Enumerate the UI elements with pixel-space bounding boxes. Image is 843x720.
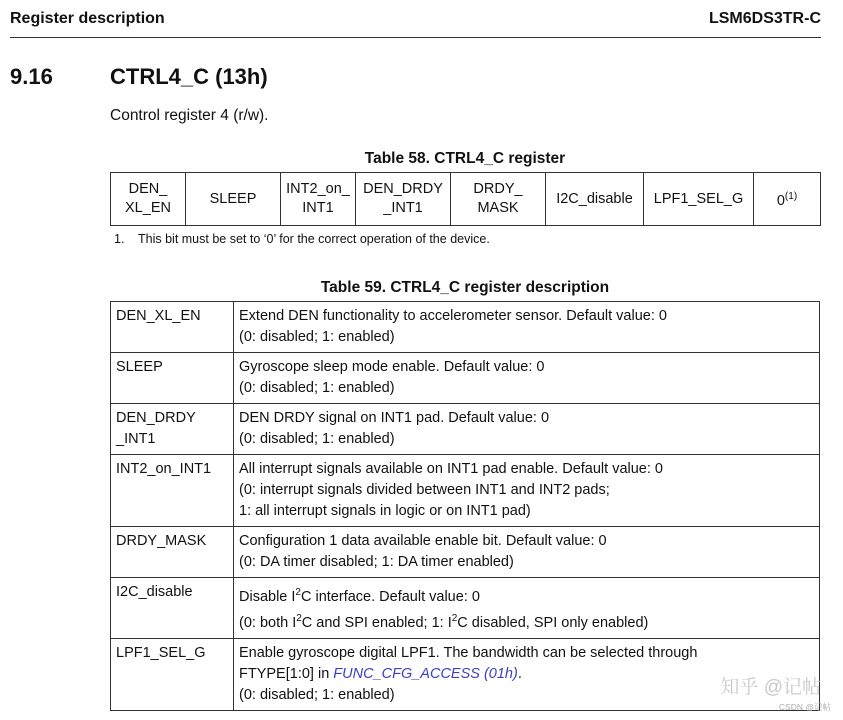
section-title: CTRL4_C (13h): [110, 64, 268, 89]
bit-cell-den-xl-en: DEN_ XL_EN: [111, 173, 186, 226]
bit-cell-lpf1-sel-g: LPF1_SEL_G: [644, 173, 754, 226]
table58-footnote: 1. This bit must be set to ‘0’ for the correct operation of the device.: [114, 232, 490, 246]
table-row: [111, 527, 820, 578]
section-number: 9.16: [10, 64, 53, 89]
field-description: DEN DRDY signal on INT1 pad. Default value: 0 (0: disabled; 1: enabled): [234, 404, 820, 455]
field-name: INT2_on_INT1: [111, 455, 234, 527]
bit-cell-den-drdy-int1: DEN_DRDY _INT1: [356, 173, 451, 226]
watermark: 知乎 @记帖: [720, 677, 821, 698]
field-name: LPF1_SEL_G: [111, 638, 234, 710]
bit-cell-int2-on-int1: INT2_on_ INT1: [281, 173, 356, 226]
field-description: Enable gyroscope digital LPF1. The bandwidth can be selected through FTYPE[1:0] in FUNC_CFG_ACCESS (01h). (0: disabled; 1: enabled): [234, 638, 820, 710]
table58-caption: Table 58. CTRL4_C register: [364, 150, 566, 167]
bit-cell-zero: 0$^{(1)}$: [754, 173, 821, 226]
field-description: Extend DEN functionality to accelerometer sensor. Default value: 0 (0: disabled; 1: enabled): [234, 302, 820, 353]
table-row: [111, 578, 820, 639]
table59-caption: Table 59. CTRL4_C register description: [320, 279, 610, 296]
table-row: [111, 404, 820, 455]
bit-cell-i2c-disable: I2C_disable: [546, 173, 644, 226]
table-row: [111, 302, 820, 353]
register-bit-table: [110, 172, 821, 226]
header-part-number: LSM6DS3TR-C: [708, 10, 821, 27]
table-row: [111, 455, 820, 527]
register-link[interactable]: FUNC_CFG_ACCESS (01h): [333, 665, 518, 682]
field-description: All interrupt signals available on INT1 pad enable. Default value: 0 (0: interrupt signals divided between INT1 and INT2 pads; 1: all interrupt signals in logic or on INT1 pad): [234, 455, 820, 527]
field-name: SLEEP: [111, 353, 234, 404]
table-row: [111, 638, 820, 710]
section-description: Control register 4 (r/w).: [110, 107, 269, 124]
header-divider: [10, 37, 821, 38]
field-name: I2C_disable: [111, 578, 234, 639]
bit-row: [111, 173, 821, 226]
field-name: DEN_DRDY _INT1: [111, 404, 234, 455]
bit-cell-drdy-mask: DRDY_ MASK: [451, 173, 546, 226]
bit-cell-sleep: SLEEP: [186, 173, 281, 226]
field-description: Disable $I^2C$ interface. Default value: 0 (0: both $I^2C$ and SPI enabled; 1: $I^2C$ disabled, SPI only enabled): [234, 578, 820, 639]
table-row: [111, 353, 820, 404]
field-description: Configuration 1 data available enable bit. Default value: 0 (0: DA timer disabled; 1: DA timer enabled): [234, 527, 820, 578]
register-description-table: [110, 301, 820, 711]
header-section-title: Register description: [10, 10, 165, 27]
field-description: Gyroscope sleep mode enable. Default value: 0 (0: disabled; 1: enabled): [234, 353, 820, 404]
field-name: DRDY_MASK: [111, 527, 234, 578]
watermark-sub: CSDN @记帖: [778, 702, 831, 712]
field-name: DEN_XL_EN: [111, 302, 234, 353]
